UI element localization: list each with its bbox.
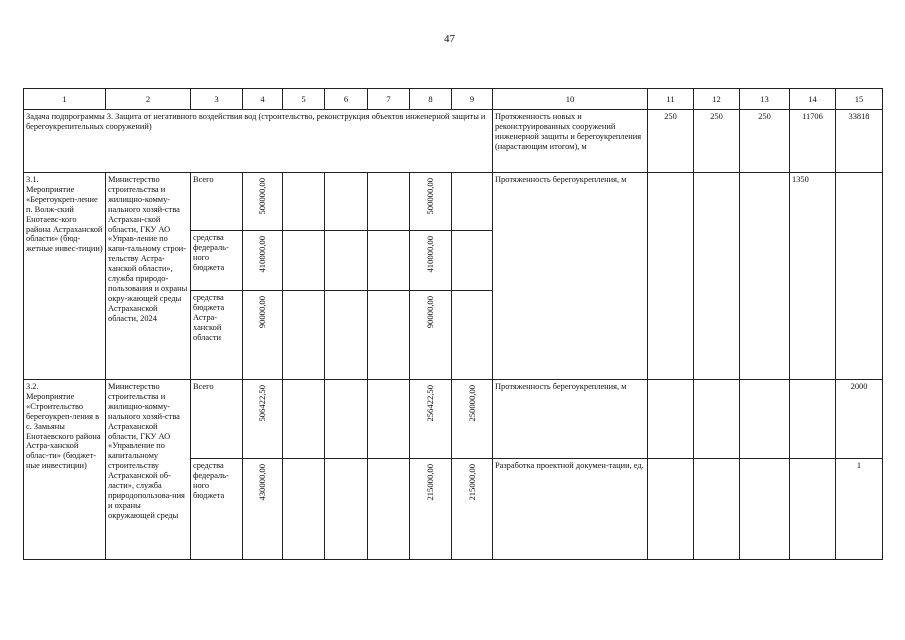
program-table xyxy=(23,88,883,560)
measure-3-1-value-14: 1350 xyxy=(790,173,836,380)
amount-col-9: 250000,00 xyxy=(452,380,493,459)
funding-source: средства федераль-ного бюджета xyxy=(191,231,243,291)
header-cell: 14 xyxy=(790,89,836,110)
header-cell: 15 xyxy=(836,89,883,110)
measure-3-1-indicator: Протяженность берегоукрепления, м xyxy=(493,173,648,380)
measure-3-2-executor: Министерство строительства и жилищно-комму-нального хозяй-ства Астраханской области, ГКУ АО «Управление по капитальному строительству Астраханской об-ласти», служба природопользова-ния и охраны окружающей среды xyxy=(106,380,191,560)
amount-col-8: 256422,50 xyxy=(410,380,452,459)
task-value-11: 250 xyxy=(648,110,694,173)
task-value-15: 33818 xyxy=(836,110,883,173)
header-cell: 13 xyxy=(740,89,790,110)
amount-col-9: 215000,00 xyxy=(452,459,493,560)
header-row xyxy=(24,89,883,110)
header-cell: 5 xyxy=(283,89,325,110)
funding-source: Всего xyxy=(191,380,243,459)
measure-3-2-name: 3.2. Мероприятие «Строительство берегоукреп-ления в с. Замьяны Енотаевского района Астра-ханской облас-ти» (бюджет-ные инвестиции) xyxy=(24,380,106,560)
header-cell: 2 xyxy=(106,89,191,110)
measure-3-1-executor: Министерство строительства и жилищно-комму-нального хозяй-ства Астрахан-ской области, ГКУ АО «Управ-ление по капи-тальному строи-тельству Астра-ханской области», служба природо-пользования и охраны окру-жающей среды Астраханской области, 2024 xyxy=(106,173,191,380)
header-cell: 1 xyxy=(24,89,106,110)
header-cell: 11 xyxy=(648,89,694,110)
amount-col-4: 410000,00 xyxy=(243,231,283,291)
task-value-13: 250 xyxy=(740,110,790,173)
funding-source: средства федераль-ного бюджета xyxy=(191,459,243,560)
measure-3-1-total-row xyxy=(24,173,883,231)
measure-3-2-indicator: Разработка проектной докумен-тации, ед. xyxy=(493,459,648,560)
amount-col-4: 506422,50 xyxy=(243,380,283,459)
page-number: 47 xyxy=(444,33,455,45)
amount-col-4: 500000,00 xyxy=(243,173,283,231)
header-cell: 12 xyxy=(694,89,740,110)
task-value-12: 250 xyxy=(694,110,740,173)
task-indicator: Протяженность новых и реконструированных сооружений инженерной защиты и берегоукрепления (нарастающим итогом), м xyxy=(493,110,648,173)
amount-col-8: 215000,00 xyxy=(410,459,452,560)
amount-col-4: 430000,00 xyxy=(243,459,283,560)
amount-col-8: 410000,00 xyxy=(410,231,452,291)
measure-3-2-value-15: 2000 xyxy=(836,380,883,459)
header-cell: 7 xyxy=(368,89,410,110)
task-description: Задача подпрограммы 3. Защита от негативного воздействия вод (строительство, реконструкция объектов инженерной защиты и берегоукрепительных сооружений) xyxy=(24,110,493,173)
header-cell: 9 xyxy=(452,89,493,110)
header-cell: 6 xyxy=(325,89,368,110)
amount-col-4: 90000,00 xyxy=(243,291,283,380)
task-row xyxy=(24,110,883,173)
funding-source: средства бюджета Астра-ханской области xyxy=(191,291,243,380)
amount-col-8: 90000,00 xyxy=(410,291,452,380)
header-cell: 10 xyxy=(493,89,648,110)
header-cell: 3 xyxy=(191,89,243,110)
header-cell: 4 xyxy=(243,89,283,110)
task-value-14: 11706 xyxy=(790,110,836,173)
amount-col-8: 500000,00 xyxy=(410,173,452,231)
measure-3-1-name: 3.1. Мероприятие «Берегоукреп-ление п. Волж-ский Енотаевс-кого района Астраханской области» (бюд-жетные инвес-тиции) xyxy=(24,173,106,380)
measure-3-2-total-row xyxy=(24,380,883,459)
funding-source: Всего xyxy=(191,173,243,231)
measure-3-2-indicator: Протяженность берегоукрепления, м xyxy=(493,380,648,459)
measure-3-2-value-15: 1 xyxy=(836,459,883,560)
header-cell: 8 xyxy=(410,89,452,110)
